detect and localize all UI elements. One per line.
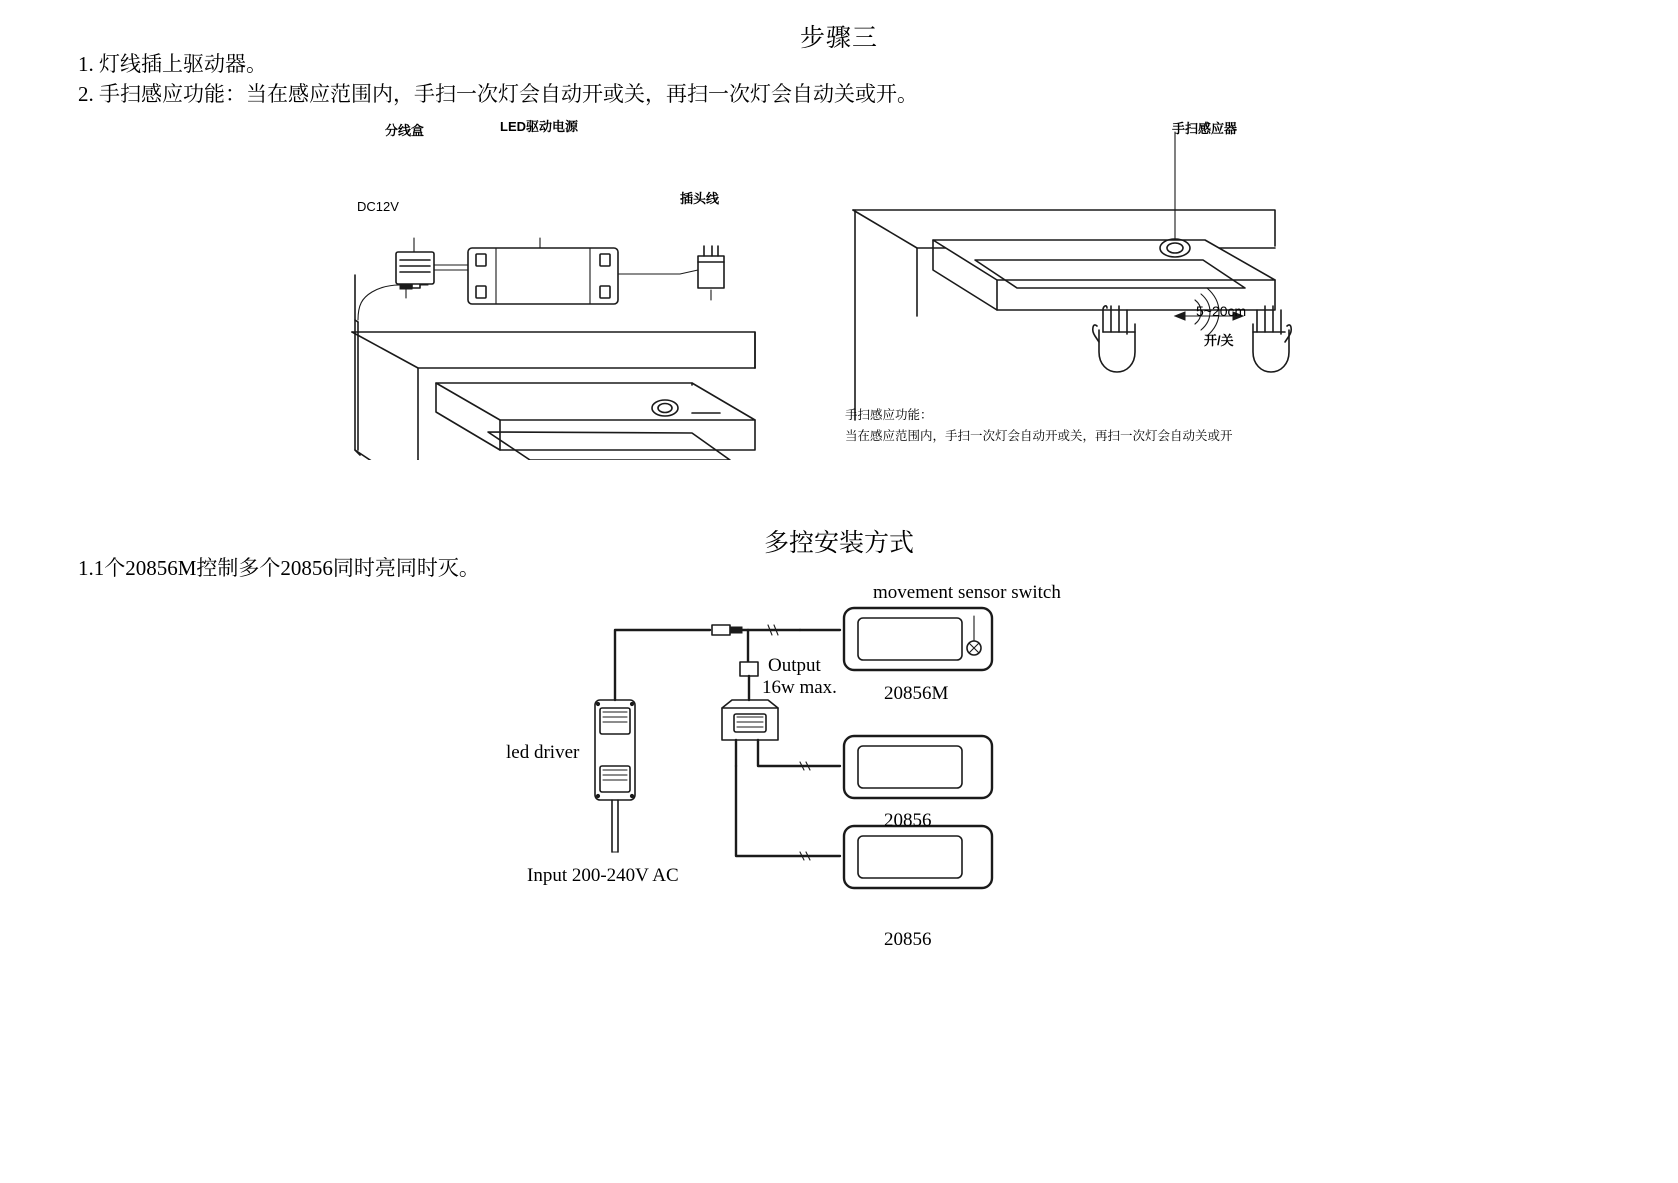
label-led-driver-cn: LED驱动电源 (500, 119, 579, 134)
label-led-driver: led driver (506, 742, 580, 763)
illustration-multi-control-wiring (500, 600, 1120, 960)
page-title: 步骤三 (799, 25, 878, 52)
multi-control-subtitle: 1.1个20856M控制多个20856同时亮同时灭。 (78, 556, 480, 580)
illustration-driver-connection (300, 120, 820, 460)
label-hand-sensor: 手扫感应器 (1172, 121, 1238, 136)
label-input-voltage: Input 200-240V AC (527, 865, 679, 886)
label-device-20856-2: 20856 (884, 810, 932, 831)
label-device-20856-3: 20856 (884, 929, 932, 950)
illustration-hand-sensor (845, 120, 1315, 440)
note-line-2: 当在感应范围内，手扫一次灯会自动开或关，再扫一次灯会自动关或开 (845, 429, 1233, 443)
label-dc12v: DC12V (357, 199, 399, 214)
step-item-1: 1. 灯线插上驱动器。 (78, 52, 267, 76)
label-on-off: 开/关 (1204, 333, 1234, 348)
label-plug-wire: 插头线 (680, 191, 720, 206)
label-output-max: 16w max. (762, 677, 837, 698)
label-output: Output (768, 655, 821, 676)
multi-control-title: 多控安装方式 (763, 530, 914, 557)
label-junction-box: 分线盒 (385, 123, 425, 138)
label-distance: 5~20cm (1196, 303, 1247, 319)
label-movement-sensor-switch: movement sensor switch (873, 582, 1061, 603)
step-item-2: 2. 手扫感应功能：当在感应范围内，手扫一次灯会自动开或关，再扫一次灯会自动关或开。 (78, 82, 918, 106)
label-device-20856m: 20856M (884, 683, 949, 704)
note-line-1: 手扫感应功能： (845, 408, 933, 422)
